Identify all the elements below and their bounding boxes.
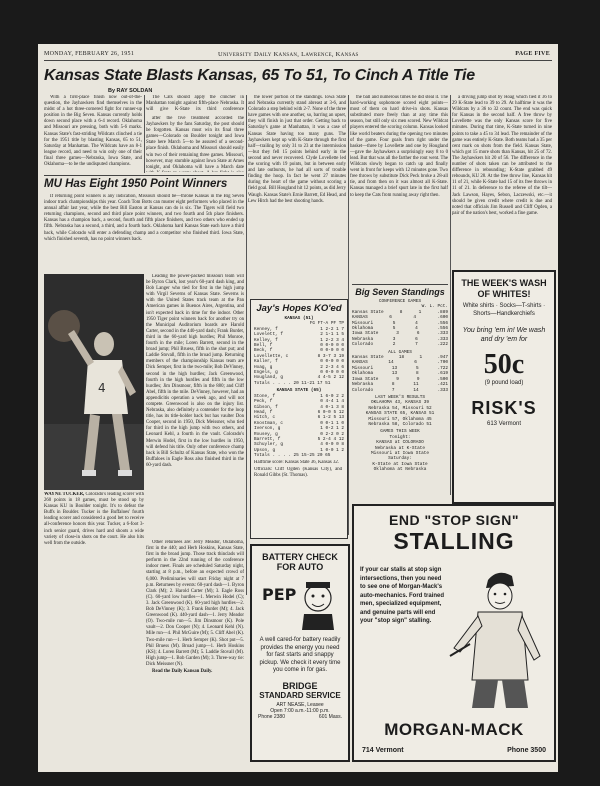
- ks-player-row-cell: Knostman, c: [254, 420, 283, 426]
- schedule-line: Nebraska at K-State: [374, 445, 426, 451]
- ks-player-row-cell: Peck, f: [254, 399, 273, 405]
- conf-standing-row-cell: .222: [437, 342, 448, 348]
- ks-player-row-cell: Schuyler, g: [254, 442, 283, 448]
- risks-name: RISK'S: [471, 398, 537, 418]
- result-line: OKLAHOMA 43, KANSAS 39: [371, 400, 429, 406]
- all-standing-row-cell: KANSAS: [352, 360, 368, 366]
- all-standing-row-cell: .722: [437, 365, 448, 371]
- result-line: Nebraska 58, Colorado 51: [368, 421, 432, 427]
- week-rows: [352, 435, 448, 473]
- ks-player-row-cell: 5 2-4 4 12: [317, 436, 344, 442]
- conf-standing-row-cell: .333: [437, 336, 448, 342]
- all-standing-row-cell: Nebraska: [352, 382, 374, 388]
- conf-standing-row-cell: 8: [399, 309, 403, 315]
- conf-standing-row-cell: Kansas State: [352, 309, 384, 315]
- risks-items: White shirts · Socks—T-shirts · Shorts—Handkerchiefs: [462, 303, 546, 317]
- morgan-address: 714 Vermont: [362, 747, 404, 754]
- conf-standing-row-cell: 6: [416, 331, 420, 337]
- page-number: PAGE FIVE: [515, 51, 550, 57]
- ku-player-row-cell: Engels, g: [254, 370, 278, 376]
- risks-pound: (9 pound load): [484, 380, 524, 386]
- conf-standing-row-cell: 6: [415, 336, 418, 342]
- all-standing-row-cell: .619: [437, 371, 448, 377]
- ku-player-row-cell: 0 0-0 0 0: [320, 348, 344, 354]
- morgan-head1: END "STOP SIGN": [389, 512, 519, 528]
- ku-player-row-cell: 1 2-2 3 4: [320, 337, 344, 343]
- all-standing-row-cell: 7: [391, 387, 395, 393]
- conf-standing-row-cell: 7: [415, 342, 418, 348]
- ku-player-row-cell: Kaller, f: [254, 359, 278, 365]
- conf-standing-row-cell: .556: [437, 326, 448, 332]
- last-rows: [352, 400, 448, 427]
- risks-ad: [452, 270, 556, 504]
- risks-price: 50c: [483, 349, 525, 380]
- morgan-head2: STALLING: [393, 528, 515, 554]
- last-header: LAST WEEK'S RESULTS: [374, 394, 426, 400]
- ks-header: KANSAS STATE (65): [276, 388, 322, 394]
- column-rule: [144, 95, 145, 173]
- lead-column-4: the ball and numerous times he did steal it. The hard-working sophomore scored eight points—most of them on hard drive-in shots. Kansas substituted more freely than at any time this season, but still only six men scored. New Wildcat players entered the scoring column. Kansas looked like world beaters during the opening two minutes of the game. Four goals from right under the basket—three by Lovellette and one by Hougland—gave the Jayhawkers a surprisingly easy 8 to 0 lead. But that was all the farther the rout went. The Wildcats slowly began to catch up and finally went in front for keeps with 12 minutes gone. Two free throws by substitute Dick Peck broke a 28-all tie, and from then on it was almost all K-State. Kansas managed a brief spurt late in the first half to keep the Cats from running away right then.: [350, 95, 448, 198]
- ks-player-row-cell: 0 2-2 0 2: [320, 431, 344, 437]
- conf-standing-row-cell: 4: [413, 315, 416, 321]
- box-score: [250, 299, 348, 539]
- schedule-line: Saturday:: [388, 456, 412, 462]
- all-standing-row-cell: 18: [398, 355, 405, 361]
- ks-player-row-cell: Iverson, g: [254, 426, 281, 432]
- conf-standing-row-cell: 5: [392, 320, 396, 326]
- morgan-contact: [362, 747, 546, 754]
- all-standing-row-cell: 8: [391, 382, 395, 388]
- all-standing-row-cell: 9: [396, 376, 399, 382]
- conf-standing-row-cell: .556: [437, 320, 448, 326]
- all-standing-row-cell: 11: [413, 382, 419, 388]
- risks-address: 613 Vermont: [486, 421, 522, 427]
- all-standing-row-cell: Missouri: [352, 365, 374, 371]
- all-standing-row-cell: .421: [437, 382, 448, 388]
- lead-headline: Kansas State Blasts Kansas, 65 To 51, To Cinch A Title Tie: [44, 67, 475, 84]
- all-standing-row-cell: Kansas State: [352, 355, 384, 361]
- conf-standing-row: [352, 342, 448, 347]
- ks-player-row-cell: 0 4-4 1 4: [320, 399, 344, 405]
- ks-player-row-cell: 1 0-0 1 2: [320, 447, 344, 453]
- all-standing-row-cell: 8: [416, 371, 419, 377]
- risks-bring: You bring 'em in! We wash and dry 'em for: [462, 327, 546, 343]
- ks-player-row-cell: Upson, g: [254, 447, 276, 453]
- morgan-name: MORGAN-MACK: [384, 720, 524, 739]
- schedule-line: Missouri at Iowa State: [371, 450, 429, 456]
- lead-column-2: after the five treatment accorded the Jayhawkers by the fans Saturday, the post should be forgotten. Kansas must win its final three games—Colorado on Boulder tonight and Iowa State here March 5—to be assured of a second-place finish. Oklahoma and Missouri should easily win two of their remaining three games. Missouri, however, may stumble against Iowa State at Ames tonight, and Oklahoma will have a March date: [146, 116, 244, 170]
- morgan-phone: Phone 3500: [507, 747, 546, 754]
- ks-player-row-cell: 4 0-0 0 8: [320, 442, 344, 448]
- schedule-line: K-State at Iowa State: [372, 461, 428, 467]
- halftime: Halftime score: Kansas State 36, Kansas 32.: [254, 459, 339, 465]
- conf-standing-row-cell: .600: [437, 315, 448, 321]
- result-line: KANSAS STATE 65, KANSAS 51: [365, 411, 435, 417]
- conf-standing-row-cell: 3: [396, 331, 399, 337]
- ks-player-row-cell: 1 0-2 1 2: [320, 426, 344, 432]
- battery-phone: Phone 2380: [258, 713, 285, 720]
- schedule-line: Oklahoma at Nebraska: [373, 467, 427, 473]
- mechanic-illustration: [448, 560, 548, 710]
- lead-column-3: the lower portion of the standings. Iowa State and Nebraska currently stand abreast at 3-6, and Colorado a step behind with 2-7. None of the three have games with one another, so, barring an upset, they will finish in just that order. Getting back to Saturday's game at Manhattan, it was a case of Kansas State having too many guns. The Jayhawkers kept up with K-State through the first half—trailing by only 31 to 23 at the intermission—but they fell 15 points behind early in the second and never recovered. Clyde Lovellette led the scoring with 19 points, but in between early and late outbursts, he had all sorts of trouble finding the hoop. In fact he went 27 minutes during the heart of the game without scoring a field goal. Bill Hougland hit 12 points, as did Jerry Waugh. Kansas State's Ernie Barrett, Ed Head, and Lew Hitch had the best shooting hands.: [248, 95, 346, 204]
- column-rule: [450, 95, 451, 495]
- all-standing-row-cell: 9: [416, 376, 420, 382]
- all-standing-row-cell: 13: [391, 371, 398, 377]
- ku-player-row-cell: 2 1-1 1 5: [320, 332, 344, 338]
- all-standing-row-cell: 14: [388, 360, 394, 366]
- conf-standing-row-cell: Nebraska: [352, 336, 374, 342]
- lead-column-5: a driving jump shot by Hoag which tied it 36 to 29 K-State lead to 39 to 29. At halftime it was the Wildcats by a 36 to 32 count. The end was quick for Kansas in the second half. A free throw by Lovellette was the only Kansas score for five minutes. During that time, K-State turned in nine points to take a 45 to 34 lead. The remainder of the game was entirely K-State. Both teams had a 35 per cent mark on shots from the field. Kansas State, which got 15 more shots than Kansas, hit 25 of 72. The Jayhawkers hit 20 of 56. The difference in the number of shots taken can be attributed to the difference in rebounding; K-State grabbed 49 rebounds, KU 28. At the free throw line, Kansas hit 11 of 21, while K-State had 15 of its free throws in 11 of 21. In deference to the referee of the tilt—Jack Lawson, Hayes, Sebon, Laczewski, etc.—it should be given credit where credit is due and noted that officials Jim Russell and Cliff Ogden, a pair of the nation's best, worked a fine game.: [452, 95, 552, 216]
- ks-player-row-cell: 4 0-1 3 8: [320, 404, 344, 410]
- column-rule: [246, 95, 247, 595]
- ku-rows: [251, 327, 347, 381]
- ku-player-row-cell: 1 2-2 1 7: [320, 326, 344, 332]
- all-header: ALL GAMES: [388, 349, 412, 355]
- conf-standing-row-cell: 2: [392, 342, 396, 348]
- all-standing-row-cell: Iowa State: [352, 376, 379, 382]
- ku-columns: FG FT-A PF TP: [309, 321, 344, 327]
- ks-player-row-cell: Hitch, c: [254, 415, 276, 421]
- player-photo: [44, 274, 144, 490]
- standings-rule: [352, 284, 448, 285]
- all-standing-row-cell: .500: [437, 376, 448, 382]
- ks-player-row-cell: 1 6-0 2 2: [320, 393, 344, 399]
- ku-player-row-cell: 2 2-3 4 6: [320, 364, 344, 370]
- conf-header: CONFERENCE GAMES: [378, 299, 422, 304]
- battery-title: BATTERY CHECK FOR AUTO: [262, 552, 338, 572]
- all-standing-row-cell: 13: [391, 365, 398, 371]
- conf-standing-row-cell: Missouri: [352, 320, 374, 326]
- morgan-body: If your car stalls at stop sign intersections, then you need to see one of Morgan-Mack's auto-mechanics. Ford trained men, specialized equipment, and genuine parts will end your "stop sign" stalling.: [360, 567, 445, 624]
- ks-rows: [251, 394, 347, 453]
- battery-ad: [250, 544, 350, 762]
- conf-standing-row-cell: 3: [392, 336, 396, 342]
- ks-player-row-cell: Rousey, g: [254, 431, 278, 437]
- conf-standing-row-cell: Oklahoma: [352, 326, 374, 332]
- pep-boy-icon: [254, 574, 346, 630]
- header-rule: [44, 60, 552, 61]
- battery-name1: BRIDGE: [282, 680, 318, 691]
- ku-player-row-cell: Kelley, f: [254, 337, 278, 343]
- lead-column-1: With a first-place finish now out-of-the-question, the Jayhawkers find themselves in the midst of a hot three-cornered fight for runner-up position in the Big Seven. Kansas currently holds down second place with a 6-4 record. Oklahoma and Missouri are pressing, both with 5-6 marks. Kansas State's fast-striding Wildcats clinched a tie for the 1951 title by blasting Kansas, 65 to 51, Saturday at Manhattan. The Wildcats have an 8-1 league record, and need to win only one of their final three games—Nebraska, Iowa State, and Oklahoma—to be the undisputed champions.: [44, 95, 142, 168]
- player-photo-image: [44, 274, 144, 490]
- battery-body: A well cared-for battery readily provides the energy you need for fast starts and snappy pickup. We check it every time you come in for gas.: [259, 637, 341, 673]
- section-rule: [44, 175, 244, 176]
- ku-player-row-cell: Bell, f: [254, 343, 273, 349]
- schedule-line: KANSAS at COLORADO: [376, 440, 424, 446]
- all-standing-row-cell: Oklahoma: [352, 371, 374, 377]
- ku-player-row-cell: 4 4-5 2 12: [317, 375, 344, 381]
- mu-column-2-end: [146, 524, 244, 529]
- morgan-mack-ad: [352, 504, 556, 762]
- standings-title: Big Seven Standings: [355, 287, 445, 297]
- paper-name: University Daily Kansan, Lawrence, Kansas: [218, 51, 359, 58]
- all-standing-row-cell: 1: [419, 355, 423, 361]
- week-header: GAMES THIS WEEK: [380, 429, 420, 435]
- conf-standing-row-cell: .889: [437, 309, 448, 315]
- conf-standing-row-cell: Iowa State: [352, 331, 379, 337]
- ku-player-row-cell: 0 0-0 0 0: [320, 370, 344, 376]
- column-rule: [348, 95, 349, 535]
- battery-address: 601 Mass.: [318, 713, 342, 720]
- ku-player-row-cell: Beck, f: [254, 348, 273, 354]
- officials: Officials: Cliff Ogden (Kansas City), and Ronald Gibbs (St. Thomas).: [254, 466, 342, 478]
- conf-standing-row-cell: 1: [418, 309, 422, 315]
- ks-total: Totals . . . . 25 15-25 20 65: [254, 453, 331, 459]
- risks-title: THE WEEK'S WASH OF WHITES!: [461, 278, 547, 299]
- conf-standing-row-cell: 4: [415, 320, 418, 326]
- all-standing-row-cell: 5: [416, 365, 419, 371]
- ks-player-row-cell: Barrett, f: [254, 436, 281, 442]
- all-standing-row-cell: 14: [413, 387, 419, 393]
- ku-player-row-cell: Lovellette, c: [254, 353, 289, 359]
- conf-standing-row-cell: 4: [415, 326, 418, 332]
- ks-player-row-cell: 6 1-2 5 13: [317, 415, 344, 421]
- all-standing-row-cell: 6: [414, 360, 417, 366]
- all-rows: [352, 355, 448, 393]
- ks-player-row-cell: 6 0-0 5 12: [317, 409, 344, 415]
- result-line: Missouri 57, Oklahoma 45: [368, 416, 432, 422]
- battery-hours: Open 7:00 a.m.-11:00 p.m.: [270, 707, 330, 714]
- lead-column-2a: The Cats should apply the clincher in Manhattan tonight against fifth-place Nebraska. It will give K-State its third conference: [146, 95, 244, 113]
- result-line: Nebraska 54, Missouri 52: [368, 405, 432, 411]
- box-score-title: Jay's Hopes KO'ed: [256, 303, 342, 314]
- mu-column-3: Other returnees are: Jerry Meador, Oklahoma, first in the 440; and Herb Hoskins, Kansas State, first in the broad jump. Those track thinclads will perform in the 22nd running of the conference indoor meet. Finals are scheduled Saturday night, starting at 8 p.m., before an expected crowd of 6,000. Preliminaries will start Friday night at 7 p.m. Returnees by events: 60-yard dash—1. Byron Clark (M); 2. Harold Carter (M); 3. Eagle Ross (C). 60-yard low hurdles—1. Merwin Hodel (C); 3. Jack Greenwood (K). 60-yard high hurdles—2. Bob DeVinney (K); 3. Frank Burdet (M); 4. Jack Greenwood (K). 440-yard dash—1. Jerry Meador (O). Two-mile run—5. Jim Dinsmoor (K). Pole vault—2. Don Cooper (N); 4. Leonard Kehl (N). Mile run—4. Phil McGuire (M); 5. Cliff Abel (K). Two-mile run—1. Herb Semper (K). Shot put—5. Phil Bruess (M). Broad jump—1. Herb Hoskins (KS); 4. Loren Barrett (M); 5. Laddie Stovall (M). High jump—1. Bob Garden (M); 3. Three-way tie: Dick Meissner (N). Read the Daily Kansan Daily.: [146, 540, 244, 674]
- conf-standing-row-cell: 6: [389, 315, 392, 321]
- ku-header: KANSAS (51): [284, 316, 314, 321]
- conf-standing-row-cell: 5: [392, 326, 396, 332]
- conf-standing-row-cell: .333: [437, 331, 448, 337]
- ku-player-row-cell: 8 3-7 3 19: [317, 353, 344, 359]
- all-standing-row-cell: .333: [437, 387, 448, 393]
- ku-player-row-cell: Lovelett, f: [254, 332, 283, 338]
- mu-column-2: Leading the power-packed missouri team will be Byron Clark, lost year's 60-yard dash king, and Bob Langer who tied for first in the high jump with Virgil Severns of Kansas State. Severns is with the United States track team at the Pan American games in Buenos Aires, Argentina, and isn't expected back in time for the indoor. Other 1950 Tiger point winners back for another try on the Municipal Auditorium boards are Harold Carter, second in the 440-yard dash; Frank Burdet, third in the 60-yard high hurdles; Phil Monroe, fourth in the mile; Loren Barrett, second in the broad jump; Phil Bruess, fifth in the shot put; and Laddie Stovall, fifth in the broad jump. Returning members of the championship Kansas team are Dick Semper, first in the two-mile; Bob DeVinney, second in the high hurdles; Jack Greenwood, fourth in the high hurdles and fifth in the low hurdles; Jim Dinsmoor, fifth in the 880; and Cliff Abel, fifth in the mile. DeVinney, however, had an appendicitis operation a week ago, and will not compete. Greenwood is also on the injury list. Nebraska, also definitely a contender for the loop title, has its title-holder back but has vaulter Don Cooper, second in 1950, Dick Meissner, who tied for third in the high jump with two others, and Leonard Kehl, a fourth in the vault. Colorado's Merwin Hodel, first in the low hurdles in 1950, will defend his title. Only other conference champ back is Bill Schultz of Kansas State, who won the Buffaloes in Eagle Ross also finished third in the 60-yard dash.: [146, 274, 244, 468]
- mu-intro: If returning point winners is any indication, Missouri should be—throne Kansas in the Big Seven indoor track championships this year. Coach Tom Botts can muster eight performers who placed in the annual affair last year, while the best Bill Easton at Kansas can do is six. The Tigers will field two returning champions, second and third place point winners, and two fourth and 5th place finishers. Kansas has a champion back, a second, fourth and fifth place finishers, and two others who ended up fifth. Nebraska has a second, a third, and a fourth back. Oklahoma hard Kansas State each have a third back, while Colorado will enter a defending champ and a competitor who finished third. Iowa State, which finished seventh, has no point winners back.: [44, 194, 244, 242]
- photo-caption: WAYNE TUCKER, Colorado's leading scorer with 260 points in 18 games, must be stood up by Kansas KU in Boulder tonight. It's to defeat the Buffs in Boulder. Tucker is the Buffaloes' fourth leading scorer and considered a good bet to receive all-conference honors this year. Tucker, a 6-foot 3-inch senior guard, drives hard and shoots a wide variety of close-in shots on the court. He also hits well from the outside.: [44, 492, 144, 546]
- ku-player-row-cell: 0 0-0 0 0: [320, 343, 344, 349]
- ku-total: Totals . . . . 20 11-21 17 51: [254, 380, 331, 386]
- ku-player-row-cell: Hougland, g: [254, 375, 283, 381]
- mu-headline: MU Has Eight 1950 Point Winners: [44, 178, 228, 190]
- ks-player-row-cell: 0 0-1 1 0: [320, 420, 344, 426]
- ku-player-row-cell: Kenney, f: [254, 326, 278, 332]
- conf-standing-row-cell: KANSAS: [352, 315, 368, 321]
- ks-player-row-cell: Gibson, f: [254, 404, 278, 410]
- issue-date: MONDAY, FEBRUARY 26, 1951: [44, 51, 135, 57]
- all-standing-row-cell: .947: [437, 355, 448, 361]
- ku-player-row-cell: Hoag, g: [254, 364, 273, 370]
- all-standing-row: [352, 388, 448, 393]
- ku-player-row-cell: 0 0-0 0 0: [320, 359, 344, 365]
- ks-player-row-cell: Stone, f: [254, 393, 276, 399]
- schedule-line: Tonight:: [389, 434, 411, 440]
- battery-name2: STANDARD SERVICE: [259, 690, 341, 700]
- ks-player-row-cell: Head, f: [254, 409, 273, 415]
- conf-columns: W. L. Pct.: [421, 304, 448, 310]
- all-standing-row-cell: Colorado: [352, 387, 374, 393]
- battery-contact: [252, 714, 348, 720]
- pep-text: PEP: [262, 585, 297, 604]
- all-standing-row-cell: .700: [437, 360, 448, 366]
- conf-rows: [352, 310, 448, 348]
- battery-owner: ART NEASE, Leasee: [276, 701, 324, 708]
- newspaper-page: [38, 44, 558, 772]
- conf-standing-row-cell: Colorado: [352, 342, 374, 348]
- svg-text:4: 4: [98, 381, 106, 395]
- lead-byline: By RAY SOLDAN: [108, 88, 153, 94]
